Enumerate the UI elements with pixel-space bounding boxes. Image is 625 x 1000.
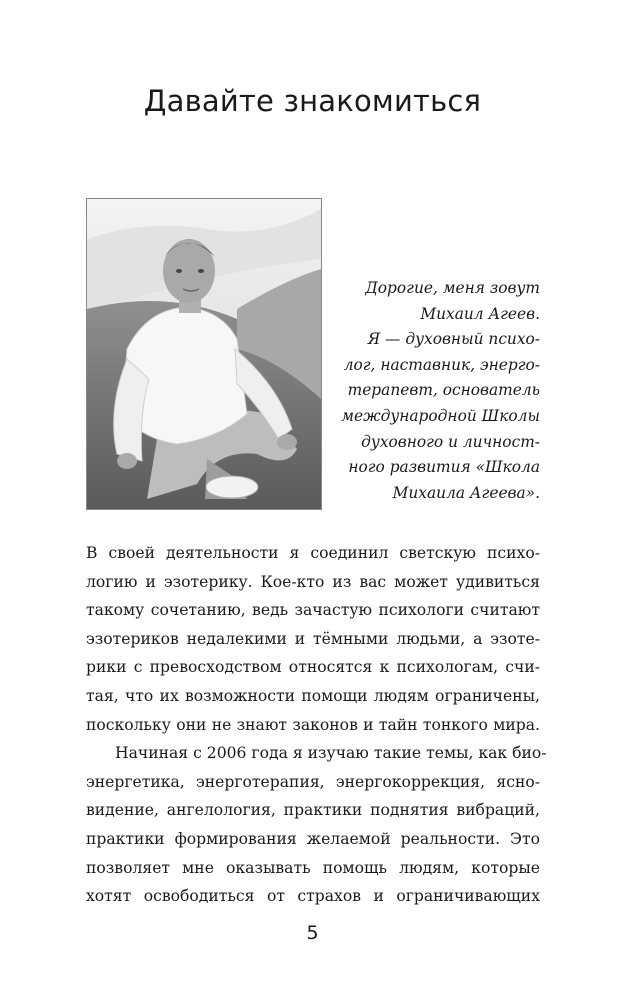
intro-line: Михаила Агеева».	[392, 483, 540, 502]
text-line: Начиная с 2006 года я изучаю такие темы, как био-	[115, 744, 547, 763]
intro-line: духовного и личност-	[361, 432, 540, 451]
text-line: логию и эзотерику. Кое-кто из вас может удивиться	[86, 572, 540, 591]
author-photo	[86, 198, 322, 510]
text-line: такому сочетанию, ведь зачастую психологи считают	[86, 601, 540, 620]
intro-line: лог, наставник, энерго-	[343, 355, 540, 374]
text-line: практики формирования желаемой реальности. Это	[86, 829, 540, 848]
intro-line: ного развития «Школа	[348, 458, 540, 477]
text-line: В своей деятельности я соединил светскую психо-	[86, 544, 540, 562]
text-line: рики с превосходством относятся к психологам, счи-	[86, 658, 540, 677]
portrait-image	[87, 199, 321, 509]
text-line: энергетика, энерготерапия, энергокоррекция, ясно-	[86, 772, 540, 791]
author-introduction	[330, 276, 540, 506]
page-number: 5	[306, 922, 319, 944]
text-line: эзотериков недалекими и тёмными людьми, а эзоте-	[86, 629, 540, 648]
intro-line: терапевт, основатель	[347, 381, 540, 400]
intro-line: Дорогие, меня зовут	[365, 279, 540, 297]
paragraph	[86, 739, 547, 911]
text-line: тая, что их возможности помощи людям ограничены,	[86, 686, 540, 705]
page-title: Давайте знакомиться	[143, 84, 482, 118]
intro-line: международной Школы	[341, 406, 540, 425]
text-line: видение, ангелология, практики поднятия вибраций,	[86, 801, 540, 820]
paragraph	[86, 539, 540, 739]
body-text	[86, 539, 547, 911]
text-line: хотят освободиться от страхов и ограничивающих	[86, 887, 540, 906]
intro-line: Я — духовный психо-	[367, 330, 540, 349]
text-line: поскольку они не знают законов и тайн тонкого мира.	[86, 715, 540, 734]
intro-line: Михаил Агеев.	[420, 304, 540, 323]
text-line: позволяет мне оказывать помощь людям, которые	[86, 858, 540, 877]
